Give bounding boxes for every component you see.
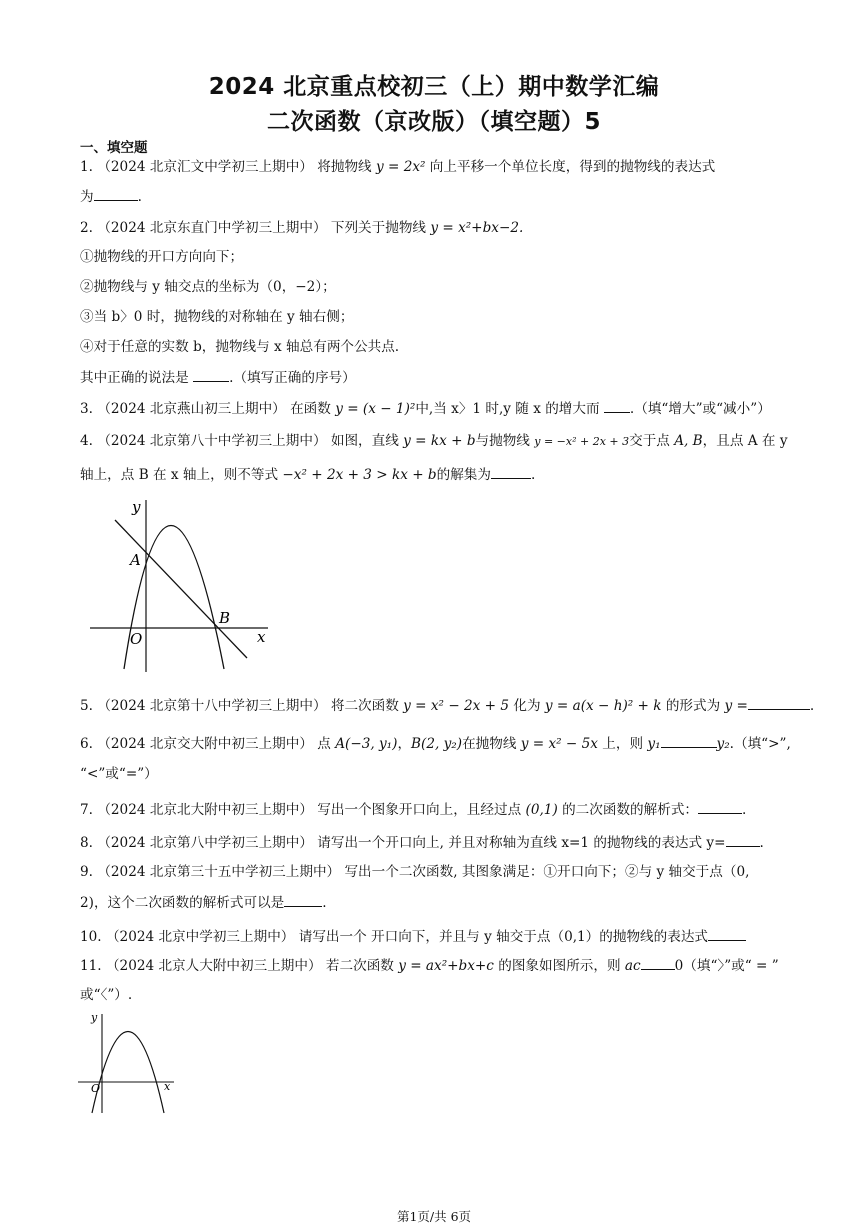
parabola-curve — [92, 1032, 164, 1114]
formula: y = ax²+bx+c — [398, 958, 494, 974]
formula: y = 2x² — [375, 159, 426, 175]
formula: −x² + 2x + 3 > kx + b — [282, 467, 437, 483]
question-number: 3. — [80, 401, 93, 417]
question-1 — [80, 157, 715, 177]
answer-blank[interactable] — [193, 367, 229, 382]
formula: y = x² − 2x + 5 — [403, 698, 510, 714]
question-text: . — [137, 189, 142, 205]
question-text: 写出一个二次函数, 其图象满足：①开口向下；②与 y 轴交于点（0, — [344, 864, 750, 880]
question-text: 如图，直线 — [330, 433, 399, 449]
formula: y = (x − 1)² — [335, 401, 416, 417]
question-2-ask — [80, 367, 356, 388]
formula: y = −x² + 2x + 3 — [534, 435, 630, 448]
question-11 — [80, 955, 779, 976]
question-number: 9. — [80, 864, 93, 880]
option-2: ②抛物线与 y 轴交点的坐标为（0，−2）； — [80, 279, 336, 295]
question-text: 将二次函数 — [330, 698, 399, 714]
x-axis-label: x — [257, 628, 266, 646]
question-4-cont — [80, 464, 535, 485]
question-source: （2024 北京第八十中学初三上期中） — [97, 433, 327, 449]
question-10 — [80, 926, 746, 947]
answer-blank[interactable] — [726, 832, 760, 847]
answer-blank[interactable] — [284, 892, 322, 907]
question-text: ，且点 A 在 y — [702, 433, 788, 449]
document-title-line1: 2024 北京重点校初三（上）期中数学汇编 — [208, 74, 660, 100]
question-6 — [80, 733, 791, 754]
question-text: . — [531, 467, 536, 483]
question-text: .（填“>”, — [729, 736, 791, 752]
question-text: . — [322, 895, 327, 911]
question-text: . — [742, 802, 747, 818]
x-axis-label: x — [164, 1080, 171, 1093]
question-source: （2024 北京第三十五中学初三上期中） — [97, 864, 341, 880]
question-source: （2024 北京燕山初三上期中） — [97, 401, 286, 417]
question-text: 下列关于抛物线 — [330, 220, 427, 236]
question-text: 交于点 — [629, 433, 670, 449]
q4-graph-figure — [88, 492, 278, 677]
question-text: 的解集为 — [436, 467, 491, 483]
question-text: .（填写正确的序号） — [229, 370, 356, 386]
formula: A(−3, y₁) — [335, 736, 398, 752]
question-text: 的图象如图所示，则 — [498, 958, 621, 974]
formula: (0,1) — [525, 802, 558, 818]
point-labels: A, B — [674, 433, 703, 449]
question-text: 化为 — [513, 698, 541, 714]
answer-blank[interactable] — [708, 926, 746, 941]
formula: B(2, y₂) — [411, 736, 463, 752]
question-9 — [80, 862, 749, 882]
formula: y₂ — [716, 736, 730, 752]
question-text: 轴上，点 B 在 x 轴上，则不等式 — [80, 467, 279, 483]
formula: y = x² − 5x — [520, 736, 598, 752]
question-source: （2024 北京交大附中初三上期中） — [97, 736, 313, 752]
question-text: . — [809, 698, 815, 714]
question-text: 写出一个图象开口向上，且经过点 — [317, 802, 522, 818]
question-text: 在函数 — [290, 401, 331, 417]
question-2 — [80, 218, 523, 238]
formula: y = — [724, 698, 748, 714]
question-text: 请写出一个 开口向下，并且与 y 轴交于点（0,1）的抛物线的表达式 — [298, 929, 709, 945]
question-number: 11. — [80, 958, 102, 974]
y-axis-label: y — [91, 1011, 98, 1024]
question-text: 上，则 — [602, 736, 644, 752]
question-source: （2024 北京第八中学初三上期中） — [97, 835, 313, 851]
question-number: 6. — [80, 736, 93, 752]
formula: y = x²+bx−2. — [430, 220, 524, 236]
answer-blank[interactable] — [748, 695, 810, 710]
question-text: 其中正确的说法是 — [80, 370, 189, 386]
question-text: 将抛物线 — [317, 159, 372, 175]
y-axis-label: y — [132, 498, 141, 516]
question-text: 在抛物线 — [462, 736, 517, 752]
question-source: （2024 北京汇文中学初三上期中） — [97, 159, 313, 175]
question-text: 向上平移一个单位长度，得到的抛物线的表达式 — [429, 159, 716, 175]
question-text: 的二次函数的解析式： — [562, 802, 699, 818]
section-heading: 一、填空题 — [80, 140, 148, 156]
question-text: .（填“增大”或“减小”） — [629, 401, 771, 417]
origin-label: O — [130, 630, 143, 648]
question-number: 10. — [80, 929, 102, 945]
question-11-cont: 或“〈”）. — [80, 987, 133, 1003]
answer-blank[interactable] — [661, 733, 717, 748]
question-text: 为 — [80, 189, 94, 205]
question-6-cont: “<”或“=”） — [80, 766, 158, 782]
formula: y = a(x − h)² + k — [544, 698, 662, 714]
answer-blank[interactable] — [698, 799, 742, 814]
question-7 — [80, 799, 746, 820]
question-text: 中,当 x〉1 时,y 随 x 的增大而 — [415, 401, 600, 417]
question-number: 8. — [80, 835, 93, 851]
option-3: ③当 b〉0 时，抛物线的对称轴在 y 轴右侧； — [80, 309, 354, 325]
page-footer: 第1页/共 6页 — [396, 1209, 472, 1224]
question-number: 1. — [80, 159, 93, 175]
question-number: 2. — [80, 220, 93, 236]
formula: y₁ — [647, 736, 661, 752]
question-number: 5. — [80, 698, 93, 714]
question-text: 2)，这个二次函数的解析式可以是 — [80, 895, 285, 911]
answer-blank[interactable] — [491, 464, 531, 479]
question-9-cont — [80, 892, 327, 913]
point-a-label: A — [130, 551, 141, 569]
question-5 — [80, 695, 814, 716]
question-number: 7. — [80, 802, 93, 818]
question-text: 与抛物线 — [475, 433, 530, 449]
question-source: （2024 北京人大附中初三上期中） — [105, 958, 322, 974]
question-source: （2024 北京北大附中初三上期中） — [97, 802, 313, 818]
question-text: 点 — [317, 736, 331, 752]
q11-graph-figure — [76, 1010, 181, 1115]
point-b-label: B — [219, 609, 231, 627]
question-number: 4. — [80, 433, 93, 449]
answer-blank[interactable] — [604, 398, 630, 413]
origin-label: O — [91, 1082, 101, 1095]
option-1: ①抛物线的开口方向向下； — [80, 249, 244, 265]
question-text: ， — [397, 736, 412, 752]
question-4 — [80, 431, 788, 452]
question-source: （2024 北京东直门中学初三上期中） — [97, 220, 327, 236]
question-1-cont — [80, 186, 142, 207]
formula: ac — [624, 958, 641, 974]
option-4: ④对于任意的实数 b，抛物线与 x 轴总有两个公共点. — [80, 339, 400, 355]
question-8 — [80, 832, 764, 853]
question-text: . — [759, 835, 764, 851]
answer-blank[interactable] — [641, 955, 675, 970]
question-text: 的形式为 — [665, 698, 721, 714]
question-source: （2024 北京中学初三上期中） — [105, 929, 295, 945]
question-text: 请写出一个开口向上, 并且对称轴为直线 x=1 的抛物线的表达式 y= — [317, 835, 726, 851]
formula: y = kx + b — [403, 433, 476, 449]
question-3 — [80, 398, 771, 419]
question-source: （2024 北京第十八中学初三上期中） — [97, 698, 327, 714]
question-text: 若二次函数 — [325, 958, 394, 974]
answer-blank[interactable] — [94, 186, 138, 201]
question-text: 0（填“〉”或“ = ” — [674, 958, 779, 974]
document-title-line2: 二次函数（京改版）（填空题）5 — [266, 109, 601, 135]
